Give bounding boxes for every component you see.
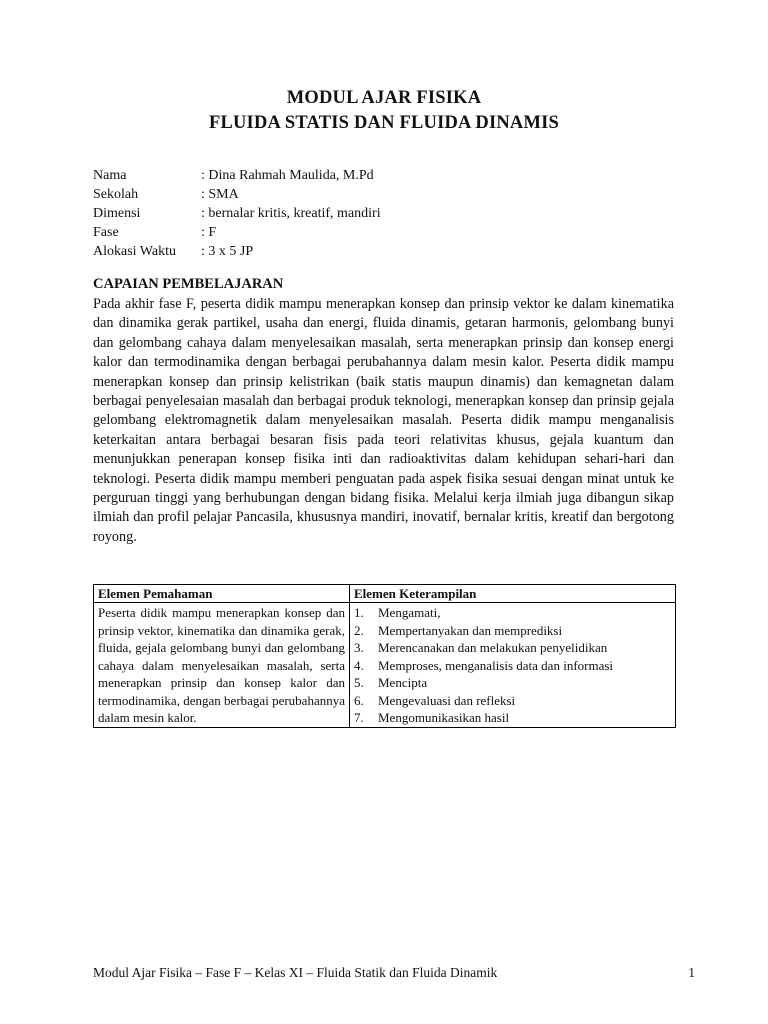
footer-text: Modul Ajar Fisika – Fase F – Kelas XI – Fluida Statik dan Fluida Dinamik (93, 965, 498, 980)
document-subtitle: FLUIDA STATIS DAN FLUIDA DINAMIS (208, 113, 560, 133)
elemen-table (93, 584, 676, 728)
list-text: Merencanakan dan melakukan penyelidikan (378, 640, 608, 655)
table-row (94, 603, 676, 728)
list-number: 3. (354, 640, 364, 655)
info-row-alokasi-waktu (93, 242, 381, 261)
info-label: Nama (93, 168, 127, 183)
list-number: 6. (354, 692, 364, 708)
section-heading-capaian: CAPAIAN PEMBELAJARAN (93, 276, 284, 292)
list-number: 4. (354, 657, 364, 673)
list-text: Mengevaluasi dan refleksi (378, 692, 516, 708)
list-text: Memproses, menganalisis data dan informasi (378, 657, 614, 673)
info-value: : bernalar kritis, kreatif, mandiri (201, 206, 381, 221)
info-row-fase (93, 223, 381, 242)
list-item (354, 657, 671, 675)
list-number: 1. (354, 605, 364, 620)
keterampilan-cell (350, 603, 676, 728)
list-item (354, 639, 671, 657)
info-row-dimensi (93, 204, 381, 223)
list-item (354, 692, 671, 710)
list-text: Mengomunikasikan hasil (378, 710, 510, 725)
info-label: Alokasi Waktu (93, 244, 176, 259)
header-elemen-keterampilan: Elemen Keterampilan (350, 585, 676, 603)
list-number: 2. (354, 622, 364, 638)
list-item (354, 674, 671, 692)
capaian-paragraph: Pada akhir fase F, peserta didik mampu menerapkan konsep dan prinsip vektor ke dalam kinematika dan dinamika gerak partikel, usaha dan energi, fluida dinamis, getaran harmonis, gelombang bunyi dan gelombang cahaya dalam menyelesaikan masalah, serta menerapkan prinsip dan konsep energi kalor dan termodinamika dengan berbagai perubahannya dalam mesin kalor. Peserta didik mampu menerapkan konsep dan prinsip kelistrikan (baik statis maupun dinamis) dan kemagnetan dalam berbagai penyelesaian masalah dan berbagai produk teknologi, menerapkan konsep dan prinsip gejala gelombang elektromagnetik dalam menyelesaikan masalah. Peserta didik mampu menganalisis keterkaitan antara berbagai besaran fisis pada teori relativitas khusus, gejala kuantum dan menunjukkan penerapan konsep fisika inti dan radioaktivitas dalam kehidupan sehari-hari dan teknologi. Peserta didik mampu memberi penguatan pada aspek fisika sesuai dengan minat untuk ke perguruan tinggi yang berhubungan dengan bidang fisika. Melalui kerja ilmiah juga dibangun sikap ilmiah dan profil pelajar Pancasila, khususnya mandiri, inovatif, bernalar kritis, kreatif dan bergotong royong. (93, 296, 674, 545)
info-label: Fase (93, 225, 119, 240)
page-number: 1 (688, 965, 695, 980)
info-value: : F (201, 225, 217, 240)
list-item (354, 604, 671, 622)
header-elemen-pemahaman: Elemen Pemahaman (94, 585, 350, 603)
pemahaman-cell: Peserta didik mampu menerapkan konsep dan prinsip vektor, kinematika dan dinamika gerak, fluida, gejala gelombang bunyi dan gelombang cahaya dalam menyelesaikan masalah, serta menerapkan prinsip dan konsep kalor dan termodinamika, dengan berbagai perubahannya dalam mesin kalor. (94, 603, 350, 728)
identity-block (93, 166, 381, 261)
info-row-nama (93, 166, 381, 185)
table-header-row (94, 585, 676, 603)
info-value: : SMA (201, 187, 239, 202)
info-label: Sekolah (93, 187, 139, 202)
list-text: Mempertanyakan dan memprediksi (378, 622, 563, 638)
info-row-sekolah (93, 185, 381, 204)
keterampilan-list (354, 604, 671, 727)
list-item (354, 709, 671, 727)
info-label: Dimensi (93, 206, 141, 221)
list-number: 7. (354, 710, 364, 725)
list-text: Mencipta (378, 675, 428, 690)
document-title: MODUL AJAR FISIKA (286, 88, 482, 108)
list-number: 5. (354, 675, 364, 690)
list-text: Mengamati, (378, 605, 441, 620)
info-value: : 3 x 5 JP (201, 244, 254, 259)
page-footer (93, 965, 695, 981)
info-value: : Dina Rahmah Maulida, M.Pd (201, 168, 374, 183)
list-item (354, 622, 671, 640)
